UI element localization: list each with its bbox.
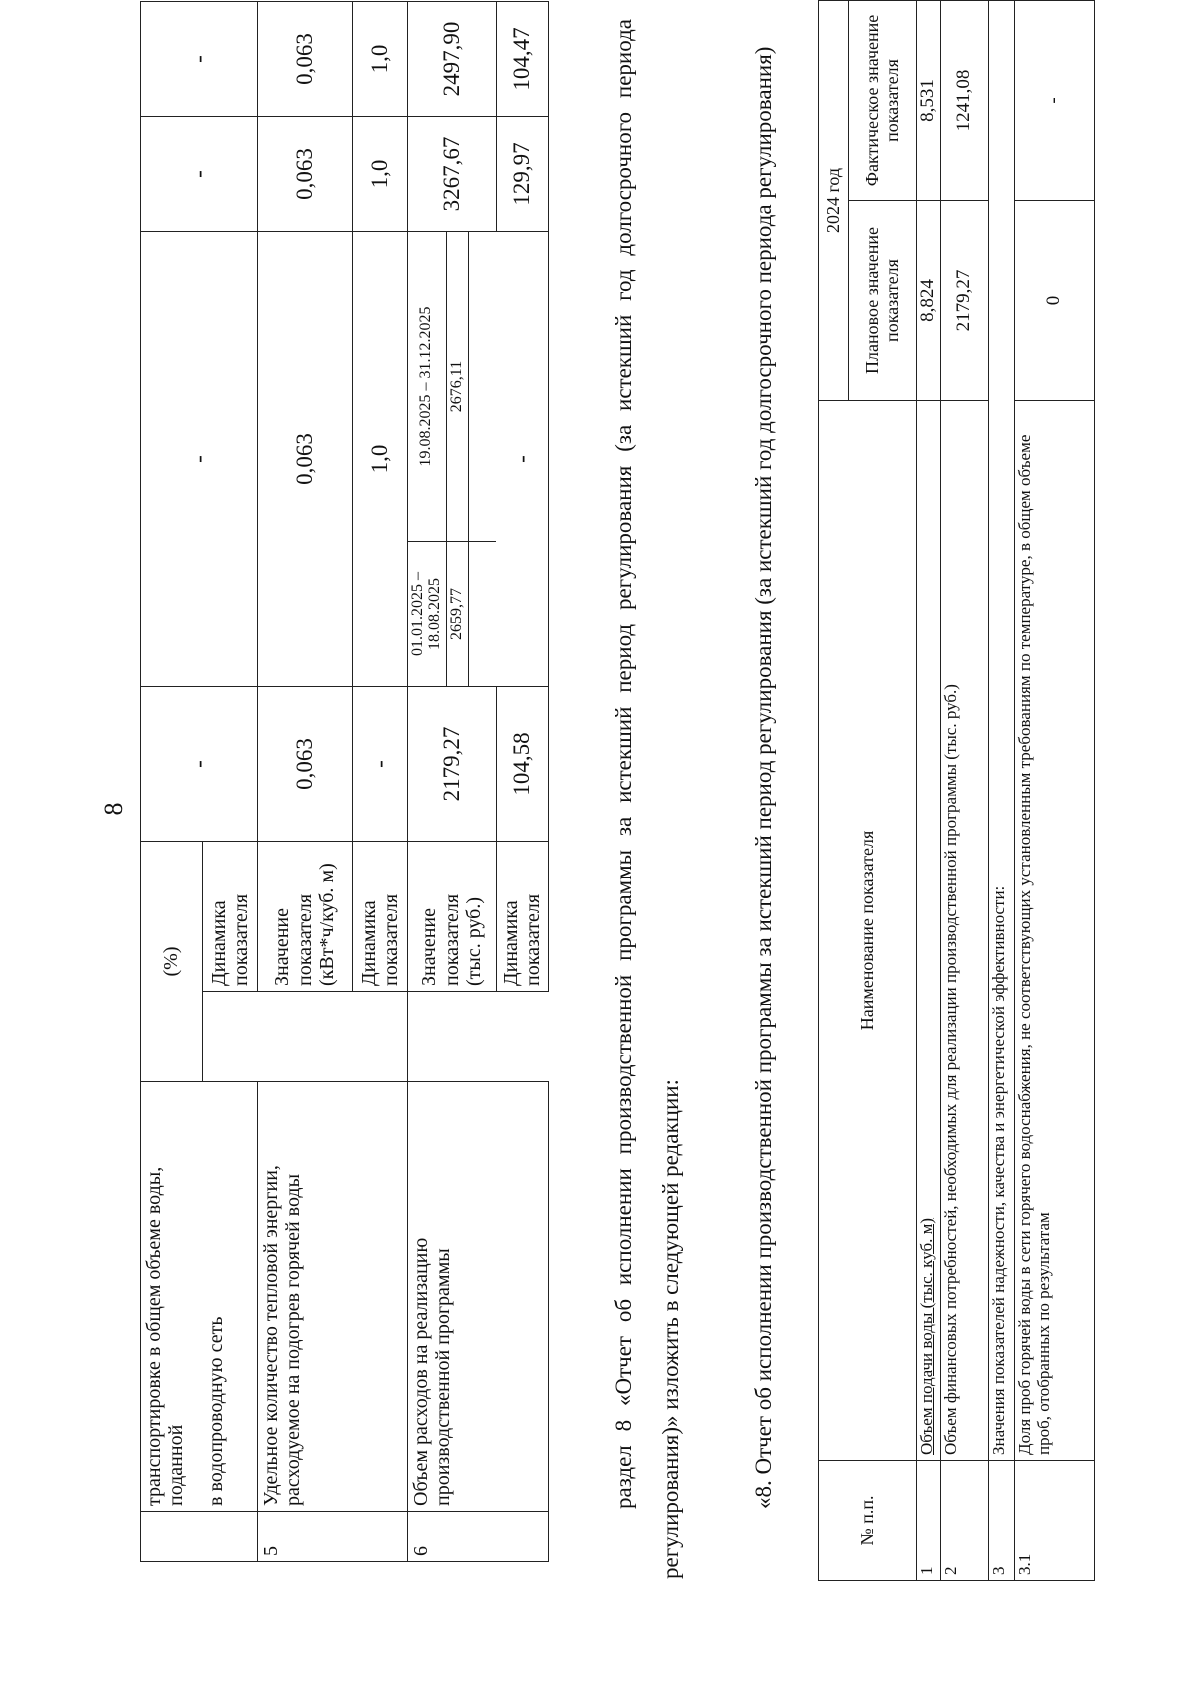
dynamics-cell: 129,97 (496, 116, 548, 231)
value-cell: 0,063 (258, 1, 353, 116)
value-cell: - (141, 1, 258, 116)
dynamics-label: Динамика показателя (203, 841, 258, 991)
table-header-row (819, 0, 849, 1580)
indicators-table (140, 1, 549, 1562)
empty-cell (468, 541, 496, 686)
plan-value: 0 (1015, 201, 1095, 401)
table-row (408, 1, 447, 1561)
header-name: Наименование показателя (819, 401, 917, 1461)
row-num: 6 (408, 1512, 549, 1562)
period-1-value: 2659,77 (446, 541, 468, 686)
header-fact: Фактическое значение показателя (849, 0, 917, 200)
value-cell: - (141, 116, 258, 231)
row-num: 3 (989, 1461, 1015, 1581)
dynamics-label: Динамика показателя (496, 841, 548, 991)
empty-cell (468, 231, 496, 541)
row-num: 3.1 (1015, 1461, 1095, 1581)
row-num: 5 (258, 1512, 408, 1562)
value-label: Значение показателя (кВт*ч/куб. м) (258, 841, 353, 991)
table-row (258, 1, 353, 1561)
value-label: Значение показателя (тыс. руб.) (408, 841, 497, 991)
plan-value: 2179,27 (941, 201, 989, 401)
empty-cell (203, 992, 258, 1082)
dynamics-cell: 104,58 (496, 686, 548, 841)
value-cell: - (141, 686, 258, 841)
unit-cell: (%) (141, 841, 203, 1081)
indicator-name: Доля проб горячей воды в сети горячего водоснабжения, не соответствующих установленным требованиям по температуре, в общем объеме проб, отобранных по результатам (1015, 401, 1095, 1461)
indicator-name: транспортировке в общем объеме воды, поданной (141, 1082, 203, 1512)
indicator-name: Объем подачи воды (тыс. куб. м) (917, 401, 941, 1461)
empty-cell (408, 992, 549, 1082)
indicator-name: Объем расходов на реализацию производственной программы (408, 1082, 549, 1512)
row-num: 2 (941, 1461, 989, 1581)
header-year: 2024 год (819, 0, 849, 400)
dynamics-cell: 1,0 (353, 1, 408, 116)
value-cell: 3267,67 (408, 116, 497, 231)
header-num: № п.п. (819, 1461, 917, 1581)
fact-value: 1241,08 (941, 0, 989, 200)
empty-cell (258, 992, 408, 1082)
period-1: 01.01.2025 – 18.08.2025 (408, 541, 447, 686)
table-row (141, 1, 203, 1561)
dynamics-cell: 104,47 (496, 1, 548, 116)
value-cell: 0,063 (258, 686, 353, 841)
row-num: 1 (917, 1461, 941, 1581)
paragraph-section-8: «8. Отчет об исполнении производственной программы за истекший период регулирования (за истекший год долгосрочного периода регулирования) (751, 46, 776, 1509)
indicator-name: Удельное количество тепловой энергии, расходуемое на подогрев горячей воды (258, 1082, 408, 1512)
dynamics-cell: 1,0 (353, 231, 408, 686)
table-row (1015, 0, 1095, 1580)
period-2: 19.08.2025 – 31.12.2025 (408, 231, 447, 541)
fact-value: - (1015, 0, 1095, 200)
indicator-name: в водопроводную сеть (203, 1082, 258, 1512)
dynamics-label: Динамика показателя (353, 841, 408, 991)
indicator-name: Объем финансовых потребностей, необходимых для реализации производственной программы (тыс. руб.) (941, 401, 989, 1461)
table-row (917, 0, 941, 1580)
section-heading: Значения показателей надежности, качества и энергетической эффективности: (989, 0, 1015, 1460)
row-num-cell (141, 1512, 258, 1562)
dynamics-cell: - (496, 231, 548, 686)
report-table (818, 0, 1095, 1581)
period-2-value: 2676,11 (446, 231, 468, 541)
plan-value: 8,824 (917, 201, 941, 401)
value-cell: - (141, 231, 258, 686)
value-cell: 0,063 (258, 231, 353, 686)
paragraph-amendment: раздел 8 «Отчет об исполнении производственной программы за истекший период регулирования (за истекший год долгосрочного периода регулирования)» изложить в следующей редакции: (611, 19, 683, 1579)
page-number: 8 (99, 802, 128, 816)
value-cell: 0,063 (258, 116, 353, 231)
fact-value: 8,531 (917, 0, 941, 200)
table-row (989, 0, 1015, 1580)
dynamics-cell: 1,0 (353, 116, 408, 231)
header-plan: Плановое значение показателя (849, 201, 917, 401)
table-row (941, 0, 989, 1580)
dynamics-cell: - (353, 686, 408, 841)
value-cell: 2179,27 (408, 686, 497, 841)
value-cell: 2497,90 (408, 1, 497, 116)
